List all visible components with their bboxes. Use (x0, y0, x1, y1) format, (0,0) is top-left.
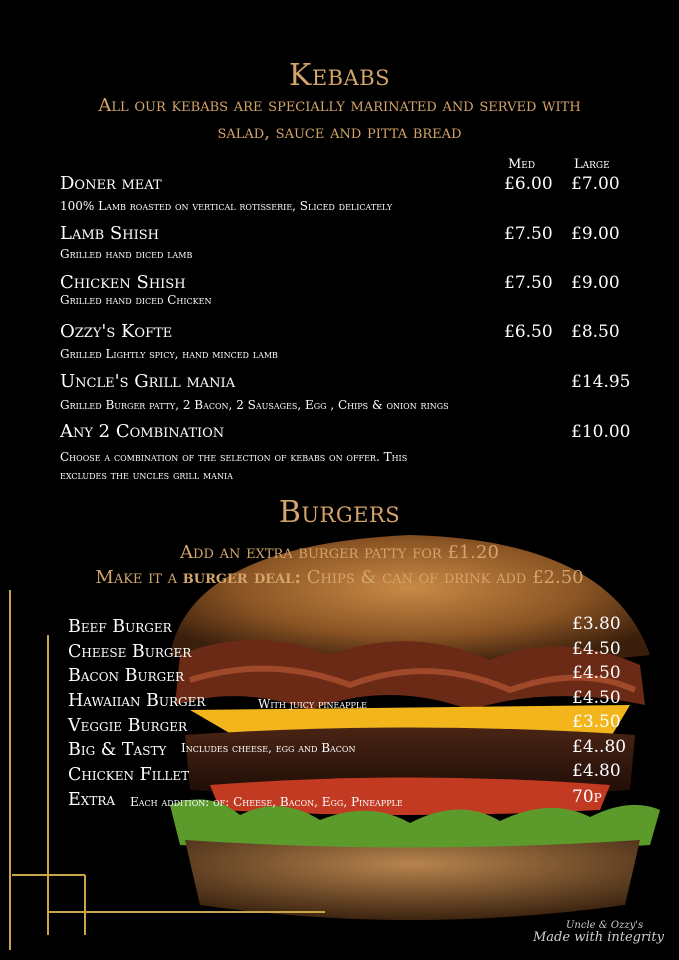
kebab-item-price-large: £7.00 (571, 174, 620, 194)
column-header-large: Large (574, 157, 610, 172)
kebab-item-description: Grilled Lightly spicy, hand minced lamb (60, 347, 278, 361)
burger-item-price: £3.50 (572, 712, 621, 732)
kebabs-intro-line2: salad, sauce and pitta bread (217, 122, 462, 143)
brand-tagline: Made with integrity (533, 930, 664, 945)
kebab-item-price-med: £7.50 (504, 224, 553, 244)
brand-signature: Uncle & Ozzy's (566, 920, 644, 931)
kebab-item-price-large: £8.50 (571, 322, 620, 342)
burger-item-name: Bacon Burger (68, 666, 184, 686)
kebab-item-price-med: £7.50 (504, 273, 553, 293)
kebab-item-price-large: £14.95 (571, 372, 631, 392)
kebabs-title: Kebabs (288, 58, 391, 93)
extra-patty-note: Add an extra burger patty for £1.20 (180, 542, 499, 563)
kebab-item-description: 100% Lamb roasted on vertical rotisserie, Sliced delicately (60, 199, 393, 213)
burger-item-name: Chicken Fillet (68, 765, 190, 785)
kebab-item-name: Any 2 Combination (60, 421, 225, 442)
burger-item-price: £4.50 (572, 688, 621, 708)
kebab-item-name: Ozzy's Kofte (60, 321, 173, 342)
burger-item-price: 70p (572, 787, 602, 807)
kebab-item-price-med: £6.00 (504, 174, 553, 194)
burger-item-name: Big & Tasty (68, 740, 167, 760)
column-header-med: Med (508, 157, 536, 172)
burger-deal-bold: burger deal: (182, 567, 302, 588)
burger-item-name: Veggie Burger (68, 716, 188, 736)
burger-item-price: £4.50 (572, 663, 621, 683)
kebab-item-name: Lamb Shish (60, 223, 159, 244)
kebabs-intro-line1: All our kebabs are specially marinated and served with (98, 95, 581, 116)
burger-item-price: £3.80 (572, 614, 621, 634)
kebab-item-description: Grilled hand diced lamb (60, 247, 193, 261)
burger-item-note: Includes cheese, egg and Bacon (181, 741, 356, 755)
burger-item-name: Beef Burger (68, 617, 172, 637)
kebab-item-name: Uncle's Grill mania (60, 371, 236, 392)
burger-item-note: Each addition: of: Cheese, Bacon, Egg, Pineapple (130, 795, 403, 809)
kebab-item-price-large: £10.00 (571, 422, 631, 442)
kebab-item-description: Grilled hand diced Chicken (60, 293, 212, 307)
kebab-item-price-med: £6.50 (504, 322, 553, 342)
burger-item-name: Extra (68, 790, 116, 810)
kebab-item-price-large: £9.00 (571, 273, 620, 293)
burger-deal-suffix: Chips & can of drink add £2.50 (301, 567, 584, 588)
burger-item-name: Cheese Burger (68, 642, 192, 662)
burgers-title: Burgers (278, 495, 401, 530)
burger-item-name: Hawaiian Burger (68, 691, 206, 711)
kebab-item-price-large: £9.00 (571, 224, 620, 244)
kebab-item-name: Doner meat (60, 173, 162, 194)
kebab-item-description: Choose a combination of the selection of kebabs on offer. This (60, 450, 408, 464)
kebab-item-description: Grilled Burger patty, 2 Bacon, 2 Sausages, Egg , Chips & onion rings (60, 398, 449, 412)
burger-item-price: £4.50 (572, 639, 621, 659)
burger-deal-prefix: Make it a (95, 567, 183, 588)
burger-deal-note (0, 567, 679, 588)
burger-item-price: £4..80 (572, 737, 627, 757)
kebab-item-name: Chicken Shish (60, 272, 186, 293)
burger-item-note: With juicy pineapple (258, 697, 368, 711)
kebab-item-description-cont: excludes the uncles grill mania (60, 468, 233, 482)
burger-item-price: £4.80 (572, 761, 621, 781)
